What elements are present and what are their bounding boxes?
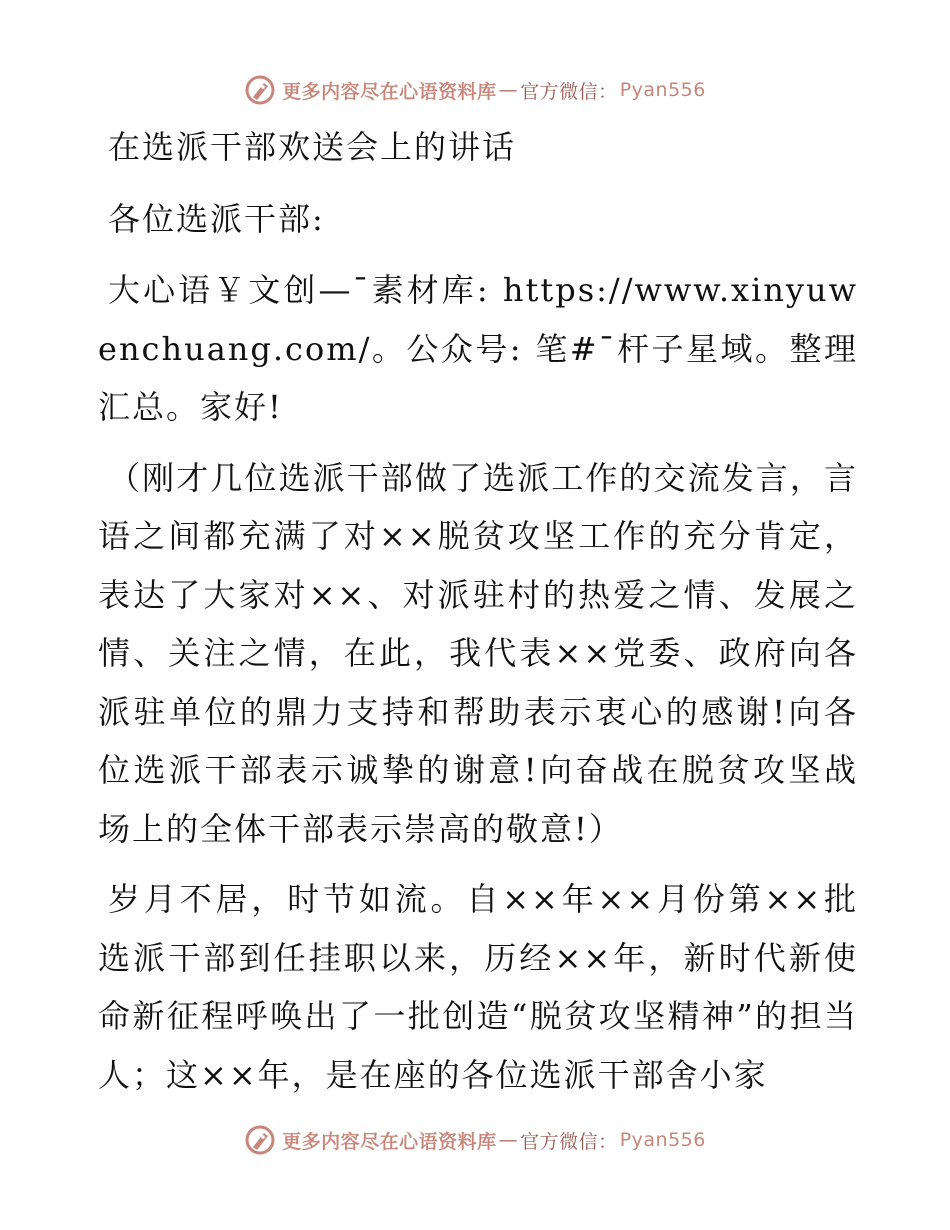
watermark-brand: 更多内容尽在心语资料库 (282, 1130, 497, 1153)
watermark-official-label: 官方微信： (520, 1130, 618, 1153)
watermark-wechat-id: Pyan556 (619, 79, 706, 101)
watermark-dash: — (498, 1129, 519, 1151)
header-watermark (0, 70, 950, 110)
document-title: 在选派干部欢送会上的讲话 (108, 128, 517, 166)
paragraph-3: 岁月不居，时节如流。自××年××月份第××批选派干部到任挂职以来，历经××年，新时代新使命新征程呼唤出了一批创造“脱贫攻坚精神”的担当人；这××年，是在座的各位选派干部舍小家 (98, 880, 858, 1094)
watermark-dash: — (498, 79, 519, 101)
watermark-brand: 更多内容尽在心语资料库 (282, 80, 497, 103)
pen-nib-circle-icon (244, 1124, 276, 1156)
watermark-wechat-id: Pyan556 (619, 1129, 706, 1151)
document-body (98, 118, 858, 1104)
paragraph-2: （刚才几位选派干部做了选派工作的交流发言，言语之间都充满了对××脱贫攻坚工作的充分肯定，表达了大家对××、对派驻村的热爱之情、发展之情、关注之情，在此，我代表××党委、政府向各派驻单位的鼎力支持和帮助表示衷心的感谢!向各位选派干部表示诚挚的谢意!向奋战在脱贫攻坚战场上的全体干部表示崇高的敬意!） (98, 458, 858, 848)
pen-nib-circle-icon (244, 74, 276, 106)
greeting: 各位选派干部: (108, 199, 325, 238)
paragraph-1: 大心语￥文创—¯素材库: https://www.xinyuwenchuang.com/。公众号: 笔#¯杆子星域。整理汇总。家好! (98, 271, 858, 426)
watermark-official-label: 官方微信： (520, 80, 618, 103)
footer-watermark (0, 1120, 950, 1160)
